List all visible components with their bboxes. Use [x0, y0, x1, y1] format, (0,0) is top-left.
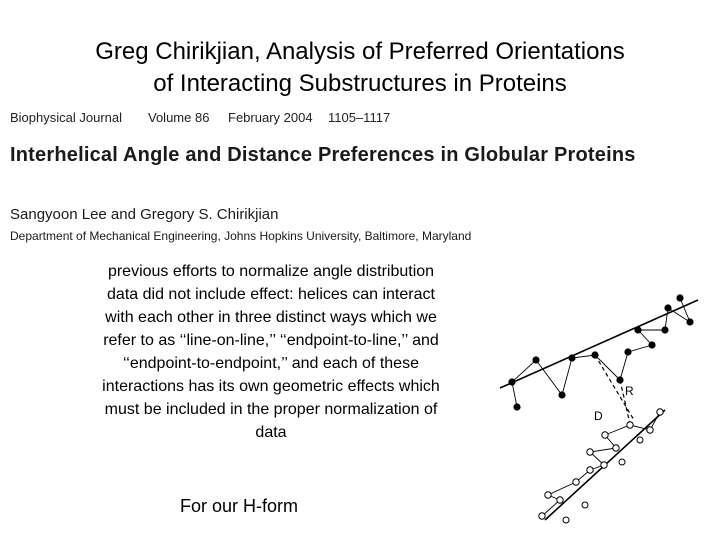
upper-helix-backbone	[512, 298, 690, 407]
body-line-5: ‘‘endpoint-to-endpoint,’’ and each of these	[123, 355, 419, 372]
journal-name: Biophysical Journal	[10, 110, 123, 125]
body-line-4: refer to as ‘‘line-on-line,’’ ‘‘endpoint-to-line,’’ and	[103, 332, 439, 349]
helix-interaction-diagram	[495, 280, 715, 540]
body-line-7: must be included in the proper normalization of	[104, 401, 438, 418]
helix-axis-upper	[500, 300, 698, 388]
slide-title-line-2: of Interacting Substructures in Proteins	[153, 70, 567, 97]
upper-helix-atoms	[508, 294, 693, 410]
slide-title-line-1: Greg Chirikjian, Analysis of Preferred Orientations	[95, 38, 625, 65]
body-line-6: interactions has its own geometric effects which	[102, 378, 440, 395]
label-d: D	[594, 409, 603, 423]
label-r: R	[625, 384, 634, 398]
paper-title: Interhelical Angle and Distance Preferences in Globular Proteins	[10, 144, 636, 166]
journal-volume: Volume 86	[148, 110, 210, 125]
lower-helix-atoms	[539, 409, 663, 523]
paper-affiliation: Department of Mechanical Engineering, Johns Hopkins University, Baltimore, Maryland	[10, 229, 472, 243]
body-line-8: data	[255, 424, 287, 441]
slide-title	[0, 36, 720, 100]
paper-citation	[10, 110, 390, 125]
body-line-1: previous efforts to normalize angle distribution	[107, 263, 435, 280]
body-text	[52, 260, 490, 444]
paper-authors: Sangyoon Lee and Gregory S. Chirikjian	[10, 206, 279, 223]
journal-date: February 2004	[228, 110, 313, 125]
body-line-3: with each other in three distinct ways which we	[105, 309, 437, 326]
body-line-2: data did not include effect: helices can interact	[107, 286, 435, 303]
figure-caption: For our H-form	[180, 496, 299, 516]
journal-pages: 1105–1117	[328, 110, 391, 125]
